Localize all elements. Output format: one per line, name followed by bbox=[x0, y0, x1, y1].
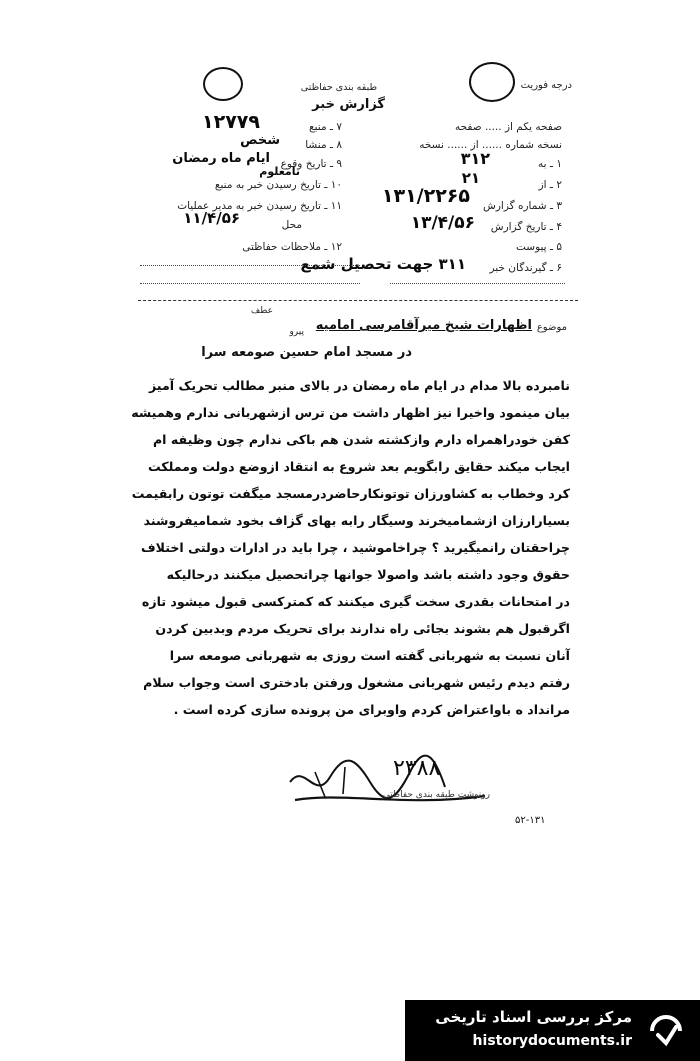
body-line: در امتحانات بقدری سخت گیری میکنند که کمترکسی قبول میشود تازه bbox=[141, 594, 570, 609]
field-report-number-label: ۳ ـ شماره گزارش bbox=[483, 200, 562, 212]
brand-logo-icon bbox=[644, 1009, 688, 1053]
field-recipients-label: ۶ ـ گیرندگان خبر bbox=[489, 262, 562, 274]
classification-label: طبقه بندی حفاظتی bbox=[300, 82, 377, 93]
body-line: کفن خودراهمراه دارم وازکشته شدن هم باکی ندارم چون وظیفه ام bbox=[152, 432, 570, 447]
bottom-left-code: ۵۲-۱۳۱ bbox=[515, 815, 546, 826]
body-line: آنان نسبت به شهربانی گفته است روزی به شهربانی صومعه سرا bbox=[169, 648, 570, 663]
field-to-value: ۳۱۲ bbox=[460, 149, 490, 168]
body-line: ایجاب میکند حقایق رابگویم بعد شروع به انتقاد ازوضع دولت ومملکت bbox=[147, 459, 570, 474]
report-form bbox=[140, 111, 570, 305]
body-line: نامبرده بالا مدام در ایام ماه رمضان در بالای منبر مطالب تحریک آمیز bbox=[148, 378, 570, 393]
body-line: اگرقبول هم بشوند بجائی راه ندارند برای تحریک مردم وبدبین کردن bbox=[155, 621, 570, 636]
field-recipients-value: ۳۱۱ جهت تحصیل شمع bbox=[300, 255, 466, 273]
follow-up-label: پیرو bbox=[289, 327, 304, 337]
subject-label: موضوع bbox=[536, 322, 567, 333]
body-line: کرد وخطاب به کشاورزان توتونکارحاضردرمسجد میگفت توتون رابقیمت bbox=[131, 486, 570, 501]
copy-label: نسخه شماره ...... از ...... نسخه bbox=[419, 139, 562, 151]
brand-website: historydocuments.ir bbox=[472, 1033, 632, 1049]
field-to-label: ۱ ـ به bbox=[538, 158, 562, 170]
form-dotted-line bbox=[140, 283, 360, 284]
field-origin-label: ۸ ـ منشا bbox=[305, 139, 342, 151]
report-title: گزارش خبر bbox=[312, 97, 385, 112]
field-from-label: ۲ ـ از bbox=[538, 179, 562, 191]
field-report-date-value: ۱۳/۴/۵۶ bbox=[410, 213, 475, 233]
form-dotted-line bbox=[140, 265, 360, 266]
field-occurrence-date-label: ۹ ـ تاریخ وقوع bbox=[280, 158, 342, 170]
form-separator bbox=[138, 300, 578, 301]
field-place-label: محل bbox=[281, 219, 302, 231]
field-news-to-source-value: نامعلوم bbox=[259, 165, 300, 178]
field-origin-value: شخص bbox=[240, 133, 280, 148]
field-security-notes-label: ۱۲ ـ ملاحظات حفاظتی bbox=[242, 241, 342, 253]
body-line: حقوق وجود داشته باشد واصولا جوانها چراتحصیل میکنند درحالیکه bbox=[166, 567, 570, 582]
priority-stamp-circle bbox=[469, 62, 515, 102]
field-from-value: ۲۱ bbox=[461, 169, 480, 187]
field-attachment-label: ۵ ـ پیوست bbox=[515, 241, 562, 253]
field-occurrence-date-value: ایام ماه رمضان bbox=[172, 151, 270, 166]
subject-value: اظهارات شیخ میرآقامرسی امامیه bbox=[315, 318, 532, 333]
report-body bbox=[105, 378, 570, 729]
body-line: مرانداد ه باواعتراض کردم واوبرای من پرونده سازی کرده است . bbox=[173, 702, 570, 717]
body-line: بسیارارزان ازشمامیخرند وسیگار رابه بهای گزاف بخود شمامیفروشند bbox=[143, 513, 570, 528]
priority-label: درجه فوریت bbox=[520, 80, 572, 91]
form-dotted-line bbox=[390, 283, 565, 284]
brand-footer bbox=[405, 1000, 700, 1061]
field-source-value: ۱۲۷۷۹ bbox=[202, 111, 260, 133]
brand-name: مرکز بررسی اسناد تاریخی bbox=[435, 1008, 632, 1026]
field-report-date-label: ۴ ـ تاریخ گزارش bbox=[490, 221, 562, 233]
field-source-label: ۷ ـ منبع bbox=[309, 121, 342, 133]
body-line: بیان مینمود واخیرا نیز اظهار داشت من ترس ازشهربانی ندارم وهمیشه bbox=[131, 405, 570, 420]
field-news-to-ops-label: ۱۱ ـ تاریخ رسیدن خبر به مدیر عملیات bbox=[177, 200, 342, 212]
page-label: صفحه یکم از ..... صفحه bbox=[454, 121, 562, 133]
body-line: رفتم دیدم رئیس شهربانی مشغول ورفتن بادختری است وجواب سلام bbox=[143, 675, 570, 690]
bottom-right-note: رونوشت طبقه بندی حفاظتی bbox=[382, 790, 490, 800]
classification-stamp-circle bbox=[203, 67, 243, 101]
signature-number: ۲۳۸۸ bbox=[393, 756, 441, 781]
body-line: چراحقتان رانمیگیرید ؟ چراخاموشید ، چرا باید در ادارات دولتی اختلاف bbox=[141, 540, 570, 555]
subject-line-2: در مسجد امام حسین صومعه سرا bbox=[201, 345, 412, 360]
field-report-number-value: ۱۳۱/۲۲۶۵ bbox=[381, 185, 470, 207]
field-news-to-source-label: ۱۰ ـ تاریخ رسیدن خبر به منبع bbox=[214, 179, 342, 191]
reference-label: عطف bbox=[250, 306, 273, 316]
field-place-value: ۱۱/۴/۵۶ bbox=[183, 209, 240, 227]
